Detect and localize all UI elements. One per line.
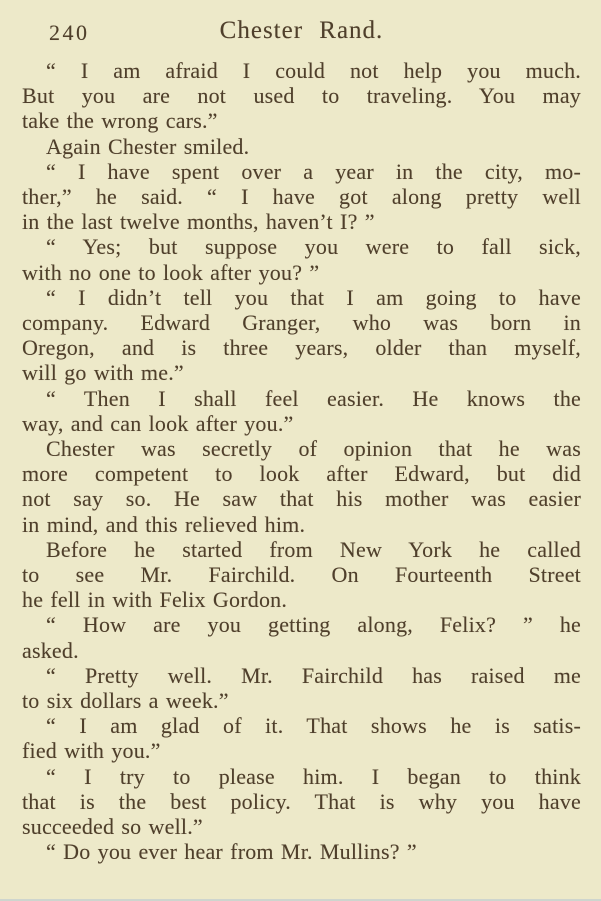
- paragraph: [22, 537, 581, 613]
- text-line: ther,” he said. “ I have got along pretty well: [22, 184, 581, 210]
- text-line: that is the best policy. That is why you have: [22, 788, 581, 814]
- paragraph: [22, 386, 581, 436]
- paragraph: [22, 436, 581, 537]
- text-line: But you are not used to traveling. You may: [22, 83, 581, 109]
- page-body: [22, 58, 581, 865]
- text-line: way, and can look after you.”: [22, 410, 294, 436]
- text-line: succeeded so well.”: [22, 814, 203, 840]
- running-head: [0, 0, 601, 50]
- text-line: “ Then I shall feel easier. He knows the: [46, 385, 581, 411]
- text-line: to six dollars a week.”: [22, 688, 229, 714]
- paragraph: [22, 663, 581, 713]
- text-line: “ How are you getting along, Felix? ” he: [46, 612, 581, 638]
- text-line: take the wrong cars.”: [22, 108, 218, 134]
- text-line: “ I didn’t tell you that I am going to have: [46, 284, 581, 310]
- paragraph: [22, 839, 581, 864]
- text-line: “ I try to please him. I began to think: [46, 763, 581, 789]
- text-line: more competent to look after Edward, but did: [22, 461, 581, 487]
- text-line: he fell in with Felix Gordon.: [22, 587, 288, 613]
- page-number: 240: [49, 20, 90, 45]
- text-line: “ I am glad of it. That shows he is satis-: [46, 713, 581, 739]
- text-line: to see Mr. Fairchild. On Fourteenth Street: [22, 562, 581, 588]
- text-line: Chester was secretly of opinion that he was: [46, 436, 581, 462]
- text-line: “ Pretty well. Mr. Fairchild has raised me: [46, 662, 581, 688]
- paragraph: [22, 58, 581, 134]
- text-line: not say so. He saw that his mother was easier: [22, 486, 581, 512]
- text-line: “ Do you ever hear from Mr. Mullins? ”: [46, 839, 417, 865]
- paragraph: [22, 134, 581, 159]
- text-line: Oregon, and is three years, older than myself,: [22, 335, 581, 361]
- paragraph: [22, 285, 581, 386]
- text-line: “ I have spent over a year in the city, mo-: [46, 158, 581, 184]
- text-line: “ Yes; but suppose you were to fall sick,: [46, 234, 581, 260]
- text-line: will go with me.”: [22, 360, 184, 386]
- text-line: with no one to look after you? ”: [22, 259, 320, 285]
- paragraph: [22, 764, 581, 840]
- paragraph: [22, 234, 581, 284]
- text-line: company. Edward Granger, who was born in: [22, 310, 581, 336]
- text-line: “ I am afraid I could not help you much.: [46, 58, 581, 83]
- running-title: Chester Rand.: [219, 17, 384, 44]
- paragraph: [22, 612, 581, 662]
- text-line: fied with you.”: [22, 738, 161, 764]
- text-line: asked.: [22, 637, 79, 663]
- text-line: in the last twelve months, haven’t I? ”: [22, 209, 375, 235]
- text-line: Again Chester smiled.: [46, 133, 250, 159]
- paragraph: [22, 713, 581, 763]
- paragraph: [22, 159, 581, 235]
- text-line: Before he started from New York he called: [46, 536, 581, 562]
- text-line: in mind, and this relieved him.: [22, 511, 306, 537]
